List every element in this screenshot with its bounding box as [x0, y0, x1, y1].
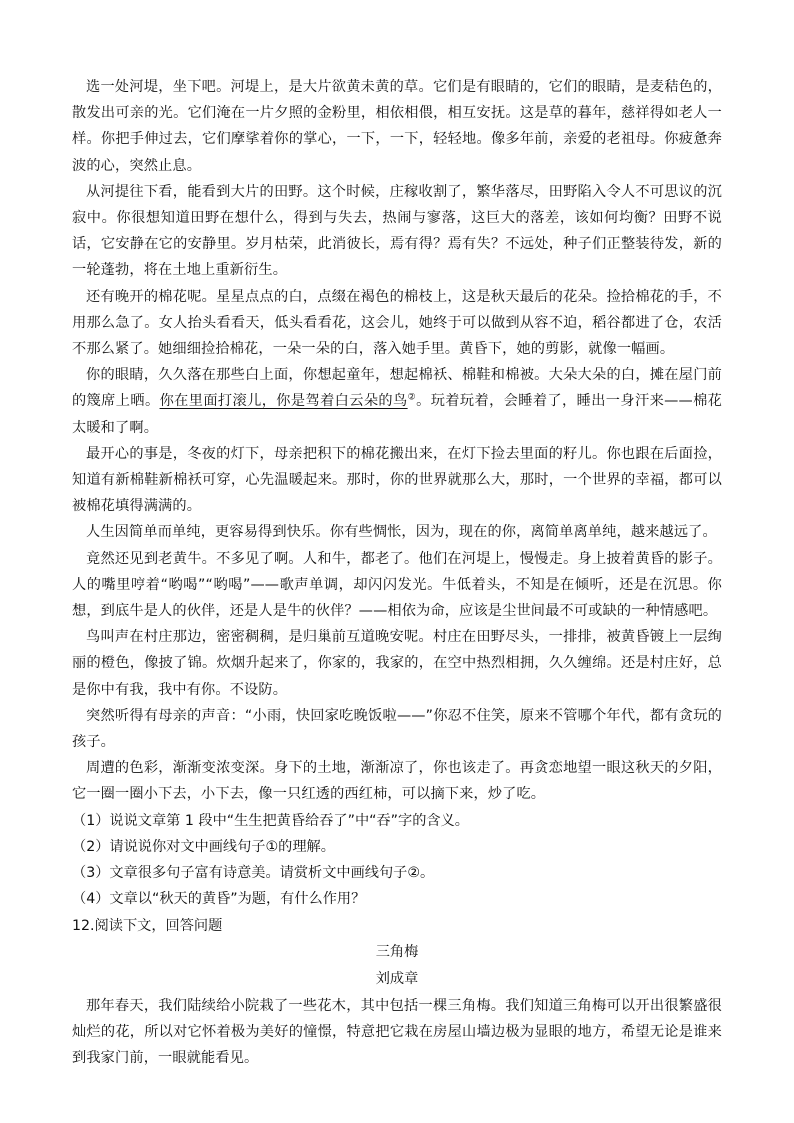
question-2: （2）请说说你对文中画线句子①的理解。	[72, 838, 335, 855]
cotton-text-after: 。玩着玩着，会睡着了，睡出一身汗来——棉花太暖和了啊。	[72, 393, 723, 436]
paragraph-village: 鸟叫声在村庄那边，密密稠稠，是归巢前互道晚安呢。村庄在田野尽头，一排排，被黄昏镀上一层绚丽的橙色，像披了锦。炊烟升起来了，你家的，我家的，在空中热烈相拥，久久缠绵。还是村庄好，总是你中有我，我中有你。不设防。	[72, 629, 722, 698]
paragraph-bougainvillea: 那年春天，我们陆续给小院栽了一些花木，其中包括一棵三角梅。我们知道三角梅可以开出很繁盛很灿烂的花，所以对它怀着极为美好的憧憬，特意把它栽在房屋山墙边极为显眼的地方，希望无论是谁来到我家门前，一眼就能看见。	[72, 997, 722, 1067]
question-4: （4）文章以“秋天的黄昏”为题，有什么作用？	[72, 891, 366, 908]
paragraph-mother-voice: 突然听得有母亲的声音：“小雨，快回家吃晚饭啦——”你忍不住笑，原来不管哪个年代，都有贪玩的孩子。	[72, 707, 722, 751]
underlined-sentence-2: 你在里面打滚儿，你是驾着白云朵的鸟	[159, 393, 408, 410]
paragraph-old-ox: 竟然还见到老黄牛。不多见了啊。人和牛，都老了。他们在河堤上，慢慢走。身上披着黄昏的影子。人的嘴里哼着“哟喝”“哟喝”——歌声单调，却闪闪发光。牛低着头，不知是在倾听，还是在沉思。你想，到底牛是人的伙伴，还是人是牛的伙伴？——相依为命，应该是尘世间最不可或缺的一种情感吧。	[72, 550, 722, 620]
cotton-text-before: 你的眼睛，久久落在那些白上面，你想起童年，想起棉袄、棉鞋和棉被。大朵大朵的白，摊在屋门前的篾席上晒。	[72, 367, 722, 410]
document-page	[72, 74, 722, 1071]
question-1: （1）说说文章第 1 段中“生生把黄昏给吞了”中“吞”字的含义。	[72, 812, 469, 829]
paragraph-cotton: 还有晚开的棉花呢。星星点点的白，点缀在褐色的棉枝上，这是秋天最后的花朵。捡拾棉花的手，不用那么急了。女人抬头看看天，低头看看花，这会儿，她终于可以做到从容不迫，稻谷都进了仓，农活不那么紧了。她细细捡拾棉花，一朵一朵的白，落入她手里。黄昏下，她的剪影，就像一幅画。	[72, 288, 722, 358]
sentence-marker-2: ②	[407, 392, 417, 403]
question-3: （3）文章很多句子富有诗意美。请赏析文中画线句子②。	[72, 865, 435, 882]
paragraph-sunset: 周遭的色彩，渐渐变浓变深。身下的土地，渐渐凉了，你也该走了。再贪恋地望一眼这秋天的夕阳，它一圈一圈小下去，小下去，像一只红透的西红柿，可以摘下来，炒了吃。	[72, 760, 722, 803]
paragraph-river-bank: 选一处河堤，坐下吧。河堤上，是大片欲黄未黄的草。它们是有眼睛的，它们的眼睛，是麦秸色的，散发出可亲的光。它们淹在一片夕照的金粉里，相依相偎，相互安抚。这是草的暮年，慈祥得如老人一样。你把手伸过去，它们摩挲着你的掌心，一下，一下，轻轻地。像多年前，亲爱的老祖母。你疲惫奔波的心，突然止息。	[72, 79, 722, 174]
paragraph-simple-life: 人生因简单而单纯，更容易得到快乐。你有些惆怅，因为，现在的你，离简单离单纯，越来越远了。	[86, 524, 717, 541]
paragraph-winter-night: 最开心的事是，冬夜的灯下，母亲把积下的棉花搬出来，在灯下捡去里面的籽儿。你也跟在后面捡，知道有新棉鞋新棉袄可穿，心先温暖起来。那时，你的世界就那么大，那时，一个世界的幸福，都可以被棉花填得满满的。	[72, 445, 722, 515]
paragraph-fields: 从河提往下看，能看到大片的田野。这个时候，庄稼收割了，繁华落尽，田野陷入令人不可思议的沉寂中。你很想知道田野在想什么，得到与失去，热闹与寥落，这巨大的落差，该如何均衡？田野不说话，它安静在它的安静里。岁月枯荣，此消彼长，焉有得？焉有失？不远处，种子们正整装待发，新的一轮蓬勃，将在土地上重新衍生。	[72, 183, 722, 279]
article-author: 刘成章	[375, 970, 419, 987]
paragraph-childhood-cotton	[72, 362, 722, 441]
section-heading: 12.阅读下文，回答问题	[72, 917, 223, 934]
article-title: 三角梅	[375, 943, 419, 960]
